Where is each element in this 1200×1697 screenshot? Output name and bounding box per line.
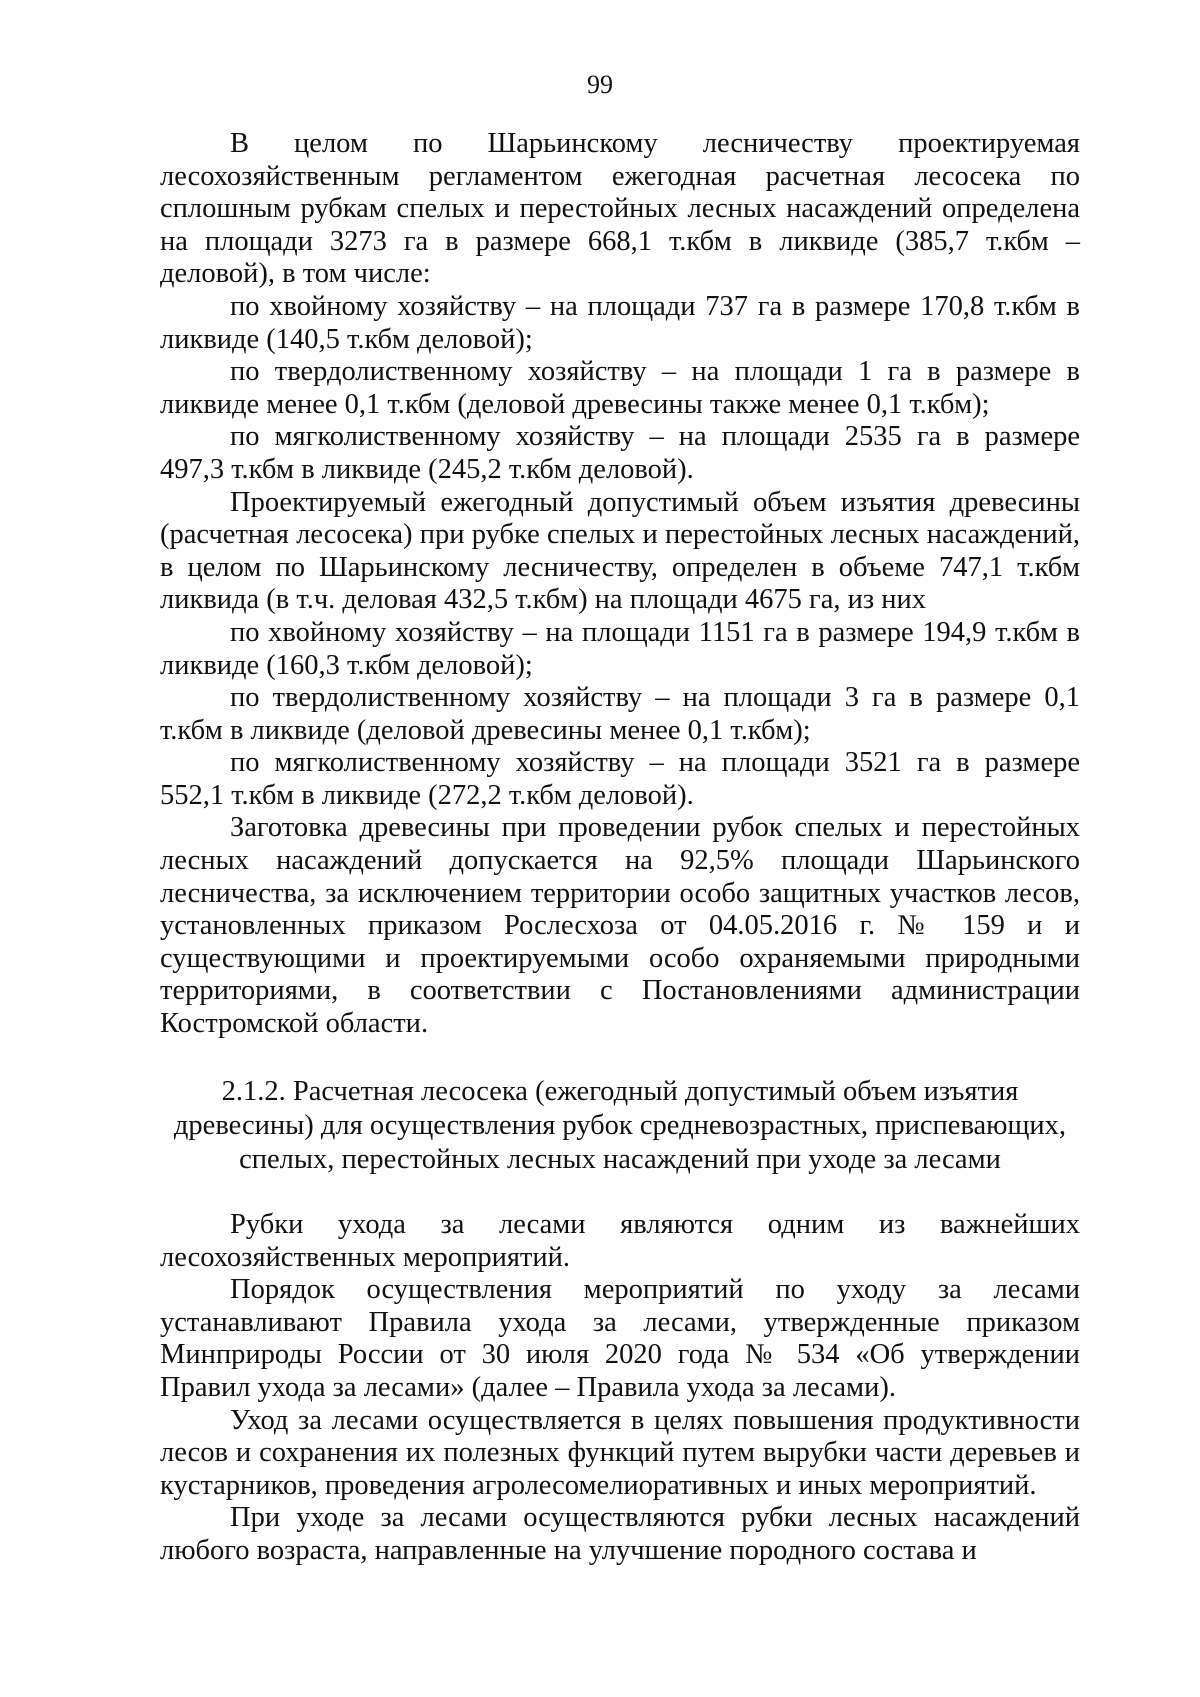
paragraph-coniferous-2: по хвойному хозяйству – на площади 1151 га в размере 194,9 т.кбм в ликвиде (160,3 т.кбм деловой); bbox=[160, 616, 1080, 681]
paragraph-hardwood-2: по твердолиственному хозяйству – на площади 3 га в размере 0,1 т.кбм в ликвиде (деловой древесины менее 0,1 т.кбм); bbox=[160, 682, 1080, 746]
paragraph-thinning-importance: Рубки ухода за лесами являются одним из важнейших лесохозяйственных мероприятий. bbox=[160, 1209, 1080, 1273]
paragraph-hardwood: по твердолиственному хозяйству – на площади 1 га в размере в ликвиде менее 0,1 т.кбм (деловой древесины также менее 0,1 т.кбм); bbox=[160, 356, 1080, 420]
paragraph-care-cuttings: При уходе за лесами осуществляются рубки лесных насаждений любого возраста, направленные на улучшение породного состава и bbox=[160, 1502, 1080, 1566]
paragraph-softwood-2: по мягколиственному хозяйству – на площади 3521 га в размере 552,1 т.кбм в ликвиде (272,2 т.кбм деловой). bbox=[160, 747, 1080, 811]
main-text-block bbox=[160, 128, 1080, 1041]
paragraph-projected-volume: Проектируемый ежегодный допустимый объем изъятия древесины (расчетная лесосека) при рубке спелых и перестойных лесных насаждений, в целом по Шарьинскому лесничеству, определен в объеме 747,1 т.кбм ликвида (в т.ч. деловая 432,5 т.кбм) на площади 4675 га, из них bbox=[160, 486, 1080, 616]
paragraph-care-goals: Уход за лесами осуществляется в целях повышения продуктивности лесов и сохранения их полезных функций путем вырубки части деревьев и кустарников, проведения агролесомелиоративных и иных мероприятий. bbox=[160, 1404, 1080, 1501]
page-number: 99 bbox=[587, 70, 613, 99]
paragraph-total-clearcut: В целом по Шарьинскому лесничеству проектируемая лесохозяйственным регламентом ежегодная расчетная лесосека по сплошным рубкам спелых и перестойных лесных насаждений определена на площади 3273 га в размере 668,1 т.кбм в ликвиде (385,7 т.кбм – деловой), в том числе: bbox=[160, 128, 1080, 290]
paragraph-coniferous: по хвойному хозяйству – на площади 737 га в размере 170,8 т.кбм в ликвиде (140,5 т.кбм деловой); bbox=[160, 290, 1080, 355]
paragraph-care-rules: Порядок осуществления мероприятий по уходу за лесами устанавливают Правила ухода за лесами, утвержденные приказом Минприроды России от 30 июля 2020 года № 534 «Об утверждении Правил ухода за лесами» (далее – Правила ухода за лесами). bbox=[160, 1274, 1080, 1403]
paragraph-harvest-restrictions: Заготовка древесины при проведении рубок спелых и перестойных лесных насаждений допускается на 92,5% площади Шарьинского лесничества, за исключением территории особо защитных участков лесов, установленных приказом Рослесхоза от 04.05.2016 г. № 159 и и существующими и проектируемыми особо охраняемыми природными территориями, в соответствии с Постановлениями администрации Костромской области. bbox=[160, 812, 1080, 1040]
paragraph-softwood: по мягколиственному хозяйству – на площади 2535 га в размере 497,3 т.кбм в ликвиде (245,2 т.кбм деловой). bbox=[160, 421, 1080, 485]
section-heading: 2.1.2. Расчетная лесосека (ежегодный допустимый объем изъятия древесины) для осуществления рубок средневозрастных, приспевающих, спелых, перестойных лесных насаждений при уходе за лесами bbox=[173, 1076, 1067, 1175]
section-text-block bbox=[160, 1209, 1080, 1568]
